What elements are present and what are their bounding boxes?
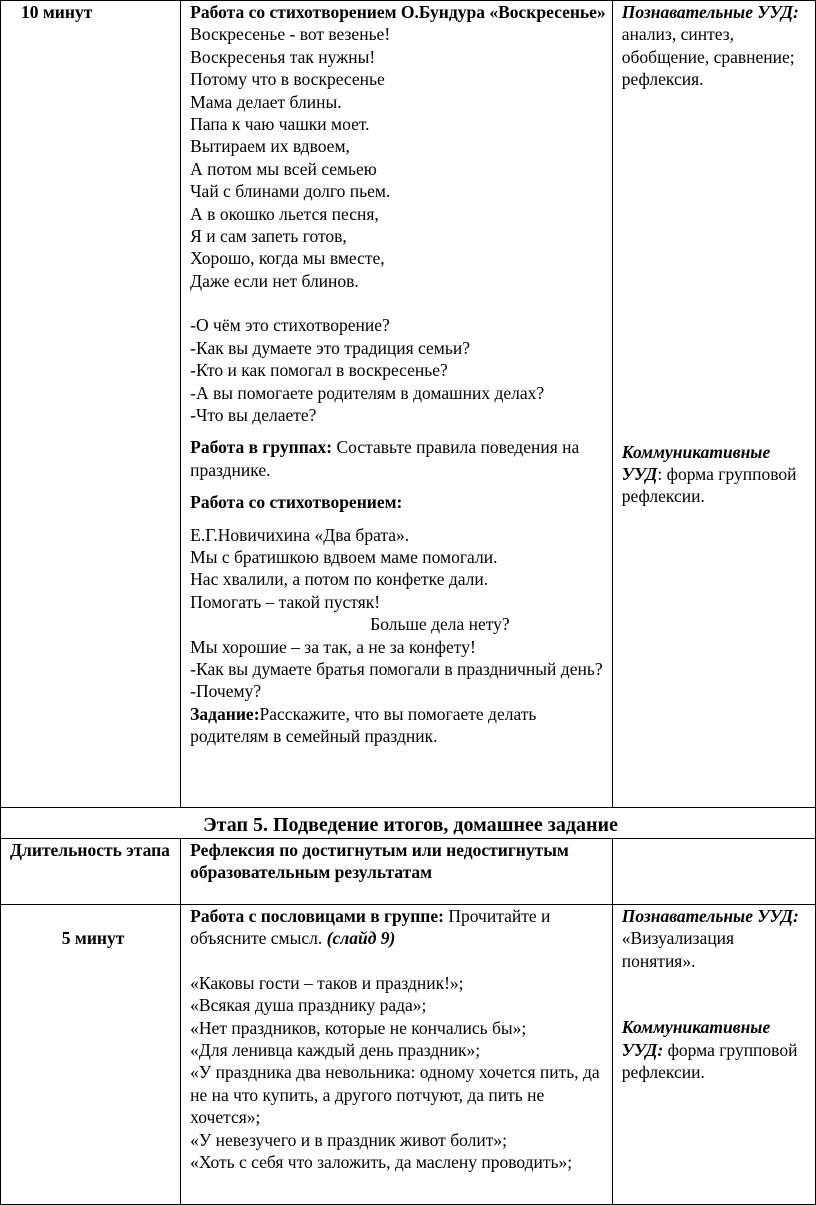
duration-cell <box>1 1 181 808</box>
uud-cell <box>612 905 815 1205</box>
proverb-line: «Для ленивца каждый день праздник»; <box>190 1040 481 1061</box>
poem-line: Воскресенье - вот везенье! <box>190 24 391 45</box>
duration-text: 10 минут <box>21 2 93 22</box>
poem-line: Потому что в воскресенье <box>190 69 385 90</box>
uud-communicative <box>622 441 811 508</box>
uud-communicative-text: : форма групповой рефлексии. <box>621 464 797 507</box>
poem-line: Папа к чаю чашки моет. <box>190 114 370 135</box>
content-cell <box>181 905 613 1205</box>
proverb-line: «Хоть с себя что заложить, да маслену проводить»; <box>190 1152 573 1173</box>
proverbs-text: Прочитайте и объясните смысл. <box>190 906 551 949</box>
header-duration-cell <box>1 839 181 905</box>
proverb-line: «Каковы гости – таков и праздник!»; <box>190 972 464 993</box>
poem2-lines <box>190 546 608 613</box>
proverbs-paragraph <box>190 905 608 950</box>
task-paragraph <box>190 703 608 748</box>
slide-ref: (слайд 9) <box>326 928 396 949</box>
poem2-last-line: Мы хорошие – за так, а не за конфету! <box>190 636 476 657</box>
stage-title-cell <box>1 808 816 839</box>
poem2-line: Нас хвалили, а потом по конфетке дали. <box>190 569 489 590</box>
table-row <box>1 1 816 808</box>
duration-text: 5 минут <box>61 928 125 948</box>
poem-line: А в окошко льется песня, <box>190 203 379 224</box>
question-line: -Что вы делаете? <box>190 404 317 425</box>
stage-title: Этап 5. Подведение итогов, домашнее задание <box>203 814 618 836</box>
task-text: Расскажите, что вы помогаете делать родителям в семейный праздник. <box>190 703 537 747</box>
proverb-line: «Нет праздников, которые не кончались бы»; <box>190 1017 527 1038</box>
proverb-line: «Всякая душа празднику рада»; <box>190 995 427 1016</box>
content-cell <box>181 1 613 808</box>
duration-cell <box>1 905 181 1205</box>
poem-line: Я и сам запеть готов, <box>190 226 347 247</box>
uud-cognitive-text: «Визуализация понятия». <box>621 928 735 971</box>
group-work-text: Составьте правила поведения на празднике. <box>190 437 580 480</box>
poem-line: Мама делает блины. <box>190 91 342 112</box>
group-work-paragraph <box>190 436 608 481</box>
table-row <box>1 905 816 1205</box>
question-line: -А вы помогаете родителям в домашних делах? <box>190 382 545 403</box>
poem-line: Хорошо, когда мы вместе, <box>190 248 385 269</box>
uud-cognitive-label: Познавательные УУД: <box>621 2 799 22</box>
poem2-line: Помогать – такой пустяк! <box>190 591 381 612</box>
poem2-author: Е.Г.Новичихина «Два брата». <box>190 524 410 545</box>
header-row <box>1 839 816 905</box>
poem2-line: Мы с братишкою вдвоем маме помогали. <box>190 546 498 567</box>
question-line: -Как вы думаете это традиция семьи? <box>190 337 470 358</box>
poem-line: А потом мы всей семьею <box>190 158 377 179</box>
header-duration: Длительность этапа <box>10 840 170 860</box>
proverbs-label: Работа с пословицами в группе: <box>190 906 444 926</box>
poem-title: Работа со стихотворением О.Бундура «Воскресенье» <box>190 2 606 22</box>
poem-line: Вытираем их вдвоем, <box>190 136 350 157</box>
uud-cell <box>612 1 815 808</box>
uud-cognitive-label: Познавательные УУД: <box>621 906 799 926</box>
uud-cognitive-text: анализ, синтез, обобщение, сравнение; рефлексия. <box>621 24 795 90</box>
proverb-line: «У праздника два невольника: одному хочется пить, да не на что купить, а другого потчуют, да пить не хочется»; <box>190 1062 600 1128</box>
uud-cognitive <box>622 1 811 91</box>
questions-list <box>190 314 608 426</box>
header-empty-cell <box>612 839 815 905</box>
poem-line: Воскресенья так нужны! <box>190 46 376 67</box>
uud-communicative <box>622 1016 811 1083</box>
questions2-list <box>190 658 608 703</box>
question-line: -Почему? <box>190 681 262 702</box>
poem-line: Даже если нет блинов. <box>190 270 359 291</box>
poem2-label: Работа со стихотворением: <box>190 492 403 513</box>
task-label: Задание: <box>190 703 260 724</box>
header-reflection: Рефлексия по достигнутым или недостигнутым образовательным результатам <box>190 840 569 883</box>
header-reflection-cell <box>181 839 613 905</box>
poem-line: Чай с блинами долго пьем. <box>190 181 391 202</box>
uud-communicative-text: форма групповой рефлексии. <box>621 1039 798 1083</box>
question-line: -Кто и как помогал в воскресенье? <box>190 360 448 381</box>
question-line: -О чём это стихотворение? <box>190 315 390 336</box>
proverbs-list <box>190 972 608 1174</box>
uud-communicative-label: Коммуникативные УУД <box>621 441 771 485</box>
uud-cognitive <box>622 905 811 972</box>
question-line: -Как вы думаете братья помогали в праздничный день? <box>190 658 603 679</box>
group-work-label: Работа в группах: <box>190 437 333 458</box>
proverb-line: «У невезучего и в праздник живот болит»; <box>190 1129 507 1150</box>
poem2-indented-line: Больше дела нету? <box>370 614 510 635</box>
uud-communicative-label: Коммуникативные УУД: <box>621 1017 771 1060</box>
poem-lines <box>190 23 608 292</box>
stage-row <box>1 808 816 839</box>
